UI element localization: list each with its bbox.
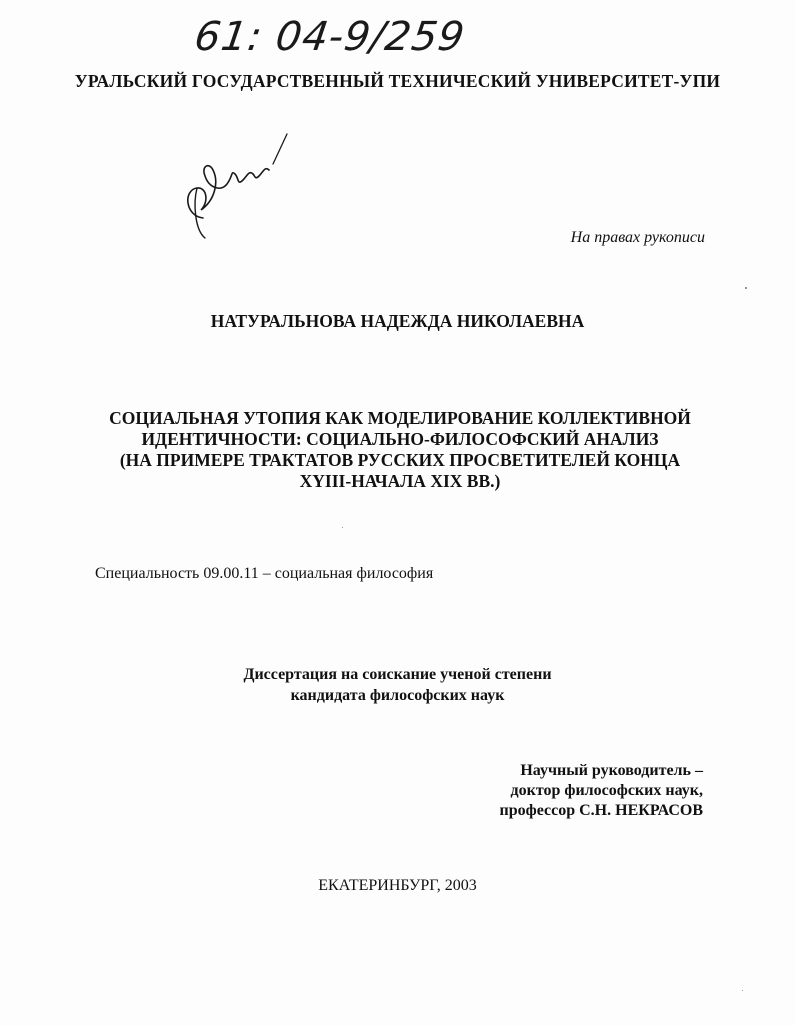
degree-line-1: Диссертация на соискание ученой степени <box>243 666 552 683</box>
title-line: СОЦИАЛЬНАЯ УТОПИЯ КАК МОДЕЛИРОВАНИЕ КОЛЛЕКТИВНОЙ <box>109 408 691 428</box>
city-and-year: ЕКАТЕРИНБУРГ, 2003 <box>318 877 477 894</box>
scan-speck <box>742 990 743 991</box>
manuscript-rights-note: На правах рукописи <box>570 229 705 246</box>
title-line: (НА ПРИМЕРЕ ТРАКТАТОВ РУССКИХ ПРОСВЕТИТЕЛЕЙ КОНЦА <box>119 450 681 470</box>
specialty-line: Специальность 09.00.11 – социальная философия <box>95 565 434 582</box>
degree-line-2: кандидата философских наук <box>290 687 505 704</box>
degree-statement <box>0 664 795 706</box>
title-line: XYIII-НАЧАЛА XIX ВВ.) <box>299 471 501 491</box>
handwritten-signature-icon <box>175 130 295 250</box>
scan-speck <box>342 527 343 528</box>
advisor-line-2: доктор философских наук, <box>510 782 703 799</box>
university-name: УРАЛЬСКИЙ ГОСУДАРСТВЕННЫЙ ТЕХНИЧЕСКИЙ УНИВЕРСИТЕТ-УПИ <box>74 71 721 91</box>
author-name: НАТУРАЛЬНОВА НАДЕЖДА НИКОЛАЕВНА <box>210 311 585 331</box>
dissertation-title <box>80 408 720 492</box>
title-line: ИДЕНТИЧНОСТИ: СОЦИАЛЬНО-ФИЛОСОФСКИЙ АНАЛИЗ <box>141 429 659 449</box>
handwritten-archive-number: 61: 04-9/259 <box>191 14 468 60</box>
scientific-advisor <box>500 761 703 821</box>
advisor-line-3: профессор С.Н. НЕКРАСОВ <box>499 802 703 819</box>
scan-speck <box>745 287 747 289</box>
advisor-line-1: Научный руководитель – <box>520 762 703 779</box>
